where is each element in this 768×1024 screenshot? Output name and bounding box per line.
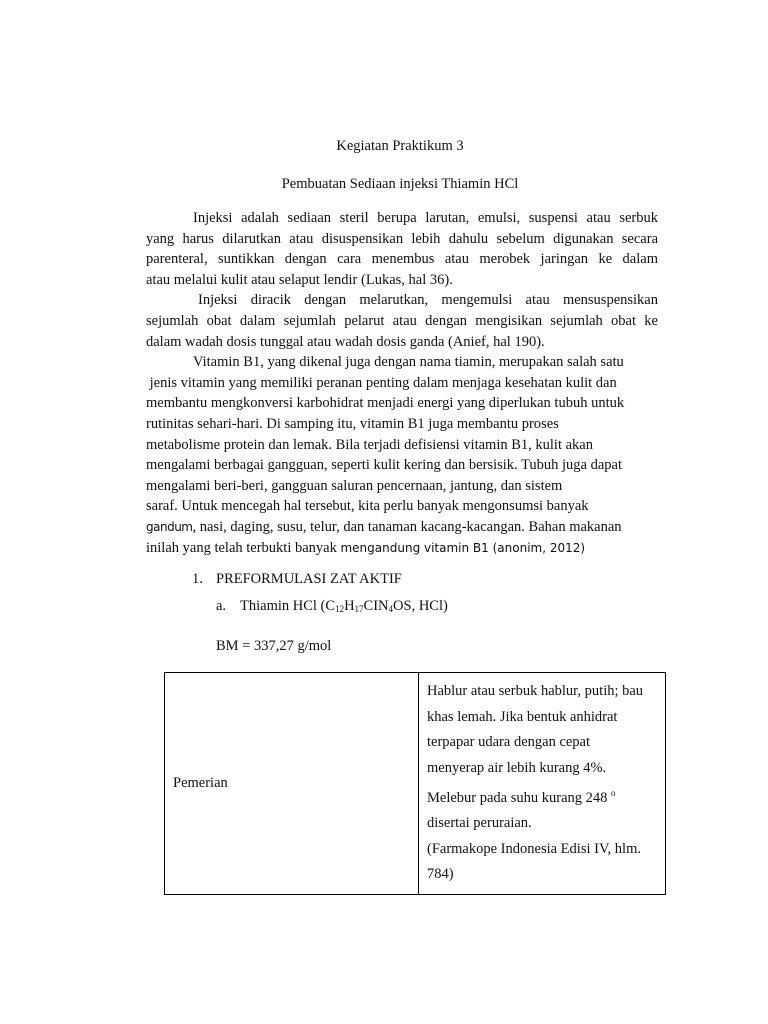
subsection-heading (216, 598, 448, 615)
paragraph-line: mengalami berbagai gangguan, seperti kulit kering dan bersisik. Tubuh juga dapat (146, 457, 622, 474)
paragraph-line: membantu mengkonversi karbohidrat menjadi energi yang diperlukan tubuh untuk (146, 395, 625, 412)
table-row (165, 673, 666, 895)
value-line: disertai peruraian. (427, 815, 532, 832)
paragraph-line: Injeksi diracik dengan melarutkan, mengemulsi atau mensuspensikan (198, 292, 658, 309)
formula-subscript: 12 (335, 604, 345, 614)
paragraph-line (146, 517, 658, 538)
value-line: khas lemah. Jika bentuk anhidrat (427, 708, 618, 725)
paragraph-line: rutinitas sehari-hari. Di samping itu, vitamin B1 juga membantu proses (146, 415, 559, 432)
last-line-serif: inilah yang telah terbukti banyak (146, 539, 341, 556)
section-label: PREFORMULASI ZAT AKTIF (216, 571, 402, 587)
paragraph-line (146, 538, 658, 559)
formula-part: H (344, 598, 355, 614)
paragraph-line: atau melalui kulit atau selaput lendir (Lukas, hal 36). (146, 271, 453, 288)
paragraph-line: metabolisme protein dan lemak. Bila terjadi defisiensi vitamin B1, kulit akan (146, 436, 593, 453)
section-heading (192, 571, 402, 588)
gandum-rest: , nasi, daging, susu, telur, dan tanaman kacang-kacangan. Bahan makanan (192, 518, 622, 535)
properties-table (164, 672, 666, 895)
value-line: (Farmakope Indonesia Edisi IV, hlm. (427, 840, 641, 857)
paragraph-line: yang harus dilarutkan atau disuspensikan lebih dahulu sebelum digunakan secara (146, 230, 658, 247)
row-label: Pemerian (173, 774, 228, 791)
gandum-word: gandum (146, 519, 193, 534)
paragraph-line: Vitamin B1, yang dikenal juga dengan nama tiamin, merupakan salah satu (193, 354, 624, 371)
paragraph-line: sejumlah obat dalam sejumlah pelarut atau dengan mengisikan sejumlah obat ke (146, 312, 658, 329)
subsection-letter: a. (216, 598, 227, 614)
formula-subscript: 17 (354, 604, 364, 614)
value-line: Melebur pada suhu kurang 248 (427, 789, 612, 806)
table-cell-value (419, 673, 666, 895)
paragraph-line: parenteral, suntikkan dengan cara menembus atau merobek jaringan ke dalam (146, 251, 658, 268)
table-cell-label (165, 673, 419, 895)
paragraph-line: Injeksi adalah sediaan steril berupa larutan, emulsi, suspensi atau serbuk (193, 210, 658, 226)
degree-symbol: o (611, 788, 616, 798)
compound-name-suffix: OS, HCl) (393, 598, 448, 614)
paragraph-line: dalam wadah dosis tunggal atau wadah dosis ganda (Anief, hal 190). (146, 333, 545, 350)
formula-part: CIN (363, 598, 389, 614)
molecular-weight: BM = 337,27 g/mol (216, 638, 332, 654)
value-line: menyerap air lebih kurang 4%. (427, 759, 607, 776)
value-line-wrap (427, 781, 657, 811)
paragraph-line: mengalami beri-beri, gangguan saluran pencernaan, jantung, dan sistem (146, 477, 563, 494)
compound-name-prefix: Thiamin HCl (C (240, 598, 336, 614)
value-line: terpapar udara dengan cepat (427, 734, 591, 750)
body-text (146, 208, 658, 558)
paragraph-line: jenis vitamin yang memiliki peranan penting dalam menjaga kesehatan kulit dan (146, 374, 617, 391)
formula-subscript: 4 (388, 604, 394, 614)
value-line: Hablur atau serbuk hablur, putih; bau (427, 683, 644, 699)
section-number: 1. (192, 571, 203, 587)
page-title: Kegiatan Praktikum 3 (336, 138, 464, 154)
value-line: 784) (427, 866, 454, 883)
last-line-sans: mengandung vitamin B1 (anonim, 2012) (340, 540, 586, 555)
page-subtitle: Pembuatan Sediaan injeksi Thiamin HCl (281, 176, 519, 192)
paragraph-line: saraf. Untuk mencegah hal tersebut, kita perlu banyak mengonsumsi banyak (146, 498, 589, 515)
